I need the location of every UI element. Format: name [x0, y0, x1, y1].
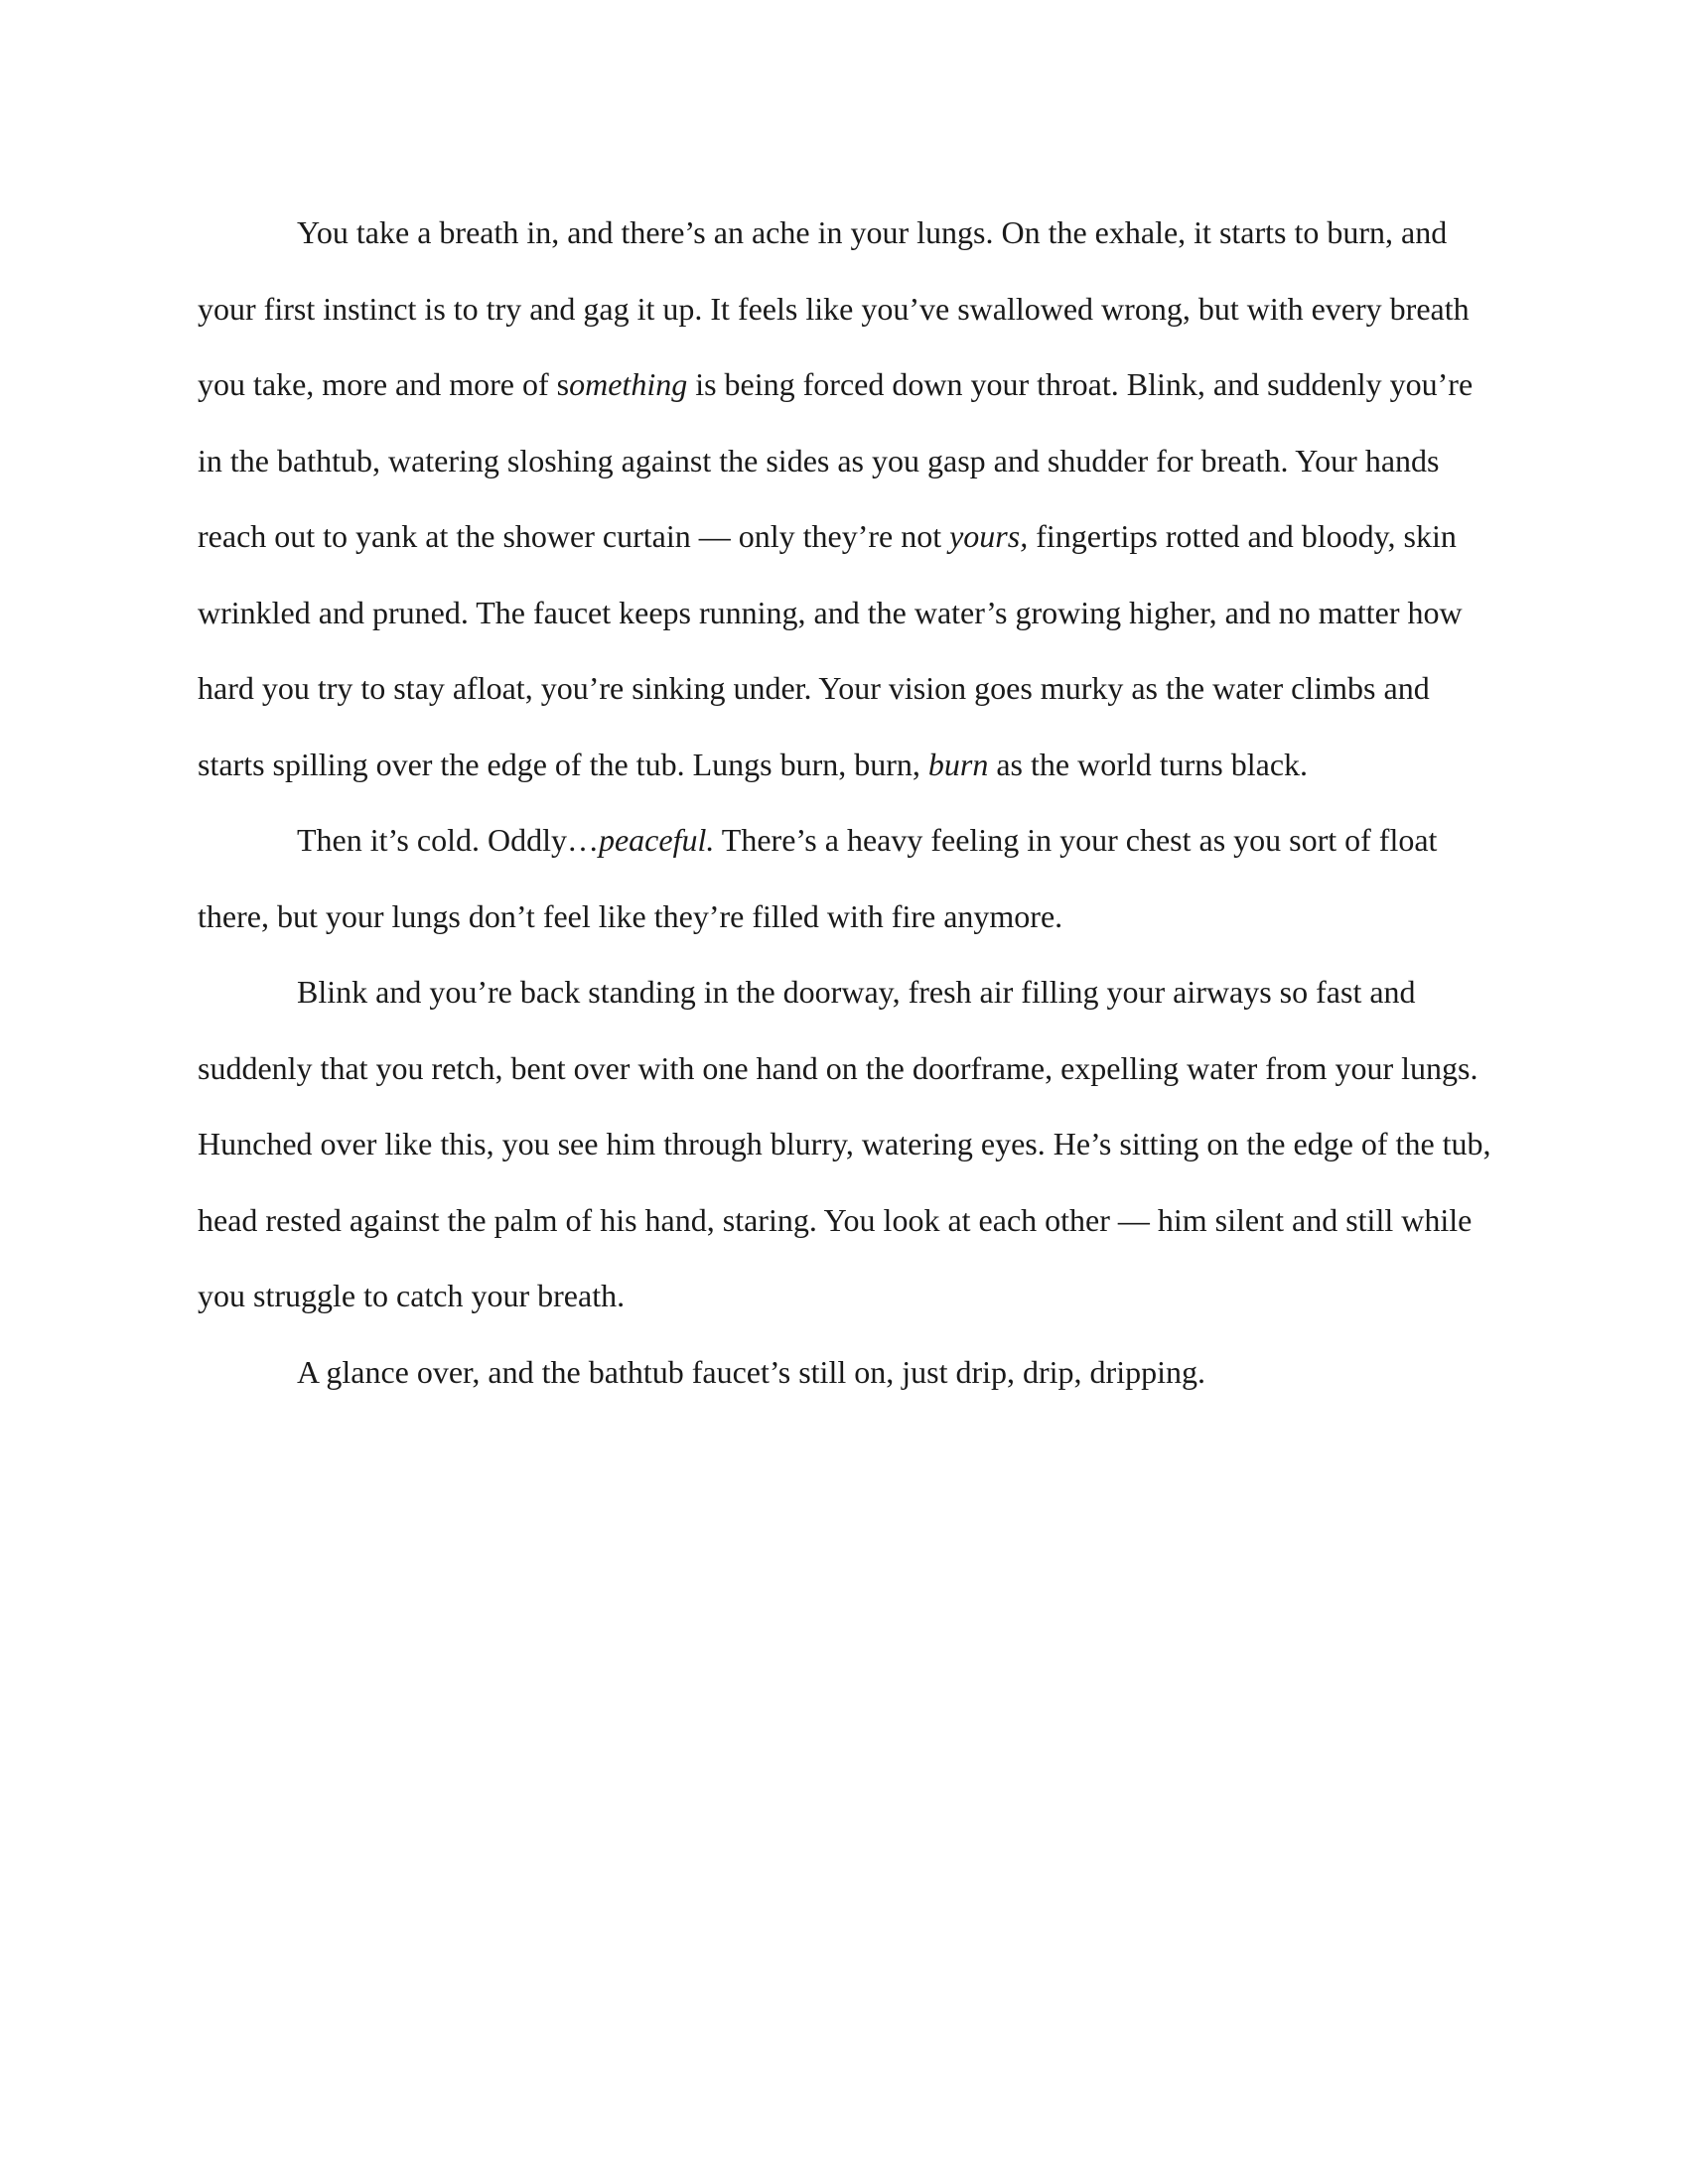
italic-emphasis: yours, [949, 518, 1029, 554]
paragraph-text: as the world turns black. [988, 746, 1309, 782]
italic-emphasis: omething [569, 366, 688, 402]
paragraph-4 [198, 1334, 1494, 1411]
paragraph-text: is being forced down your throat. Blink, and suddenly you’re in the bathtub, watering sloshing against the sides as you gasp and shudder for breath. Your hands reach out to yank at the shower curtain — only they’re not [198, 366, 1474, 554]
paragraph-text: There’s a heavy feeling in your chest as you sort of float there, but your lungs don’t feel like they’re filled with fire anymore. [198, 822, 1438, 934]
paragraph-2 [198, 802, 1494, 954]
paragraph-text: Blink and you’re back standing in the doorway, fresh air filling your airways so fast and suddenly that you retch, bent over with one hand on the doorframe, expelling water from your lungs. Hunched over like this, you see him through blurry, watering eyes. He’s sitting on the edge of the tub, head rested against the palm of his hand, staring. You look at each other — him silent and still while you struggle to catch your breath. [198, 974, 1491, 1313]
paragraph-text: You take a breath in, and there’s an ache in your lungs. On the exhale, it starts to burn, and your first instinct is to try and gag it up. It feels like you’ve swallowed wrong, but with every breath you take, more and more of s [198, 214, 1470, 402]
paragraph-text: fingertips rotted and bloody, skin wrinkled and pruned. The faucet keeps running, and the water’s growing higher, and no matter how hard you try to stay afloat, you’re sinking under. Your vision goes murky as the water climbs and starts spilling over the edge of the tub. Lungs burn, burn, [198, 518, 1463, 782]
italic-emphasis: burn [927, 746, 989, 782]
paragraph-text: A glance over, and the bathtub faucet’s still on, just drip, drip, dripping. [297, 1353, 1205, 1390]
paragraph-1 [198, 195, 1494, 802]
italic-emphasis: peaceful. [598, 822, 715, 858]
story-text [198, 195, 1494, 1410]
paragraph-3 [198, 954, 1494, 1334]
paragraph-text: Then it’s cold. Oddly… [297, 822, 599, 858]
